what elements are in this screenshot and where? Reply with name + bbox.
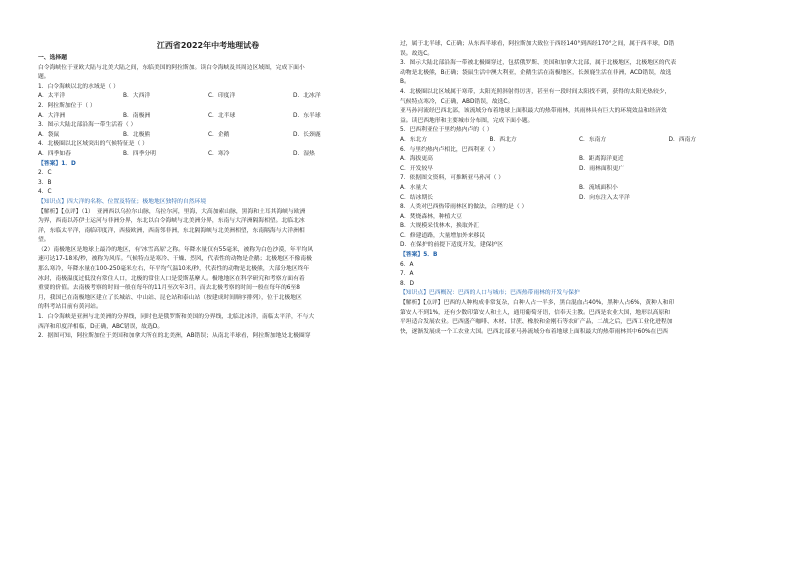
answer-item: 2．C	[38, 170, 52, 177]
analysis-text: 西洋和印度洋相临，D正确，ABC错误，故选D。	[38, 323, 164, 330]
answer-label: 【答案】5．B	[400, 252, 438, 259]
option: B．距离海洋更近	[579, 156, 624, 163]
option: A．东北方	[400, 136, 428, 143]
analysis-text: 2．据图可知，阿拉斯加位于美国和加拿大所在的北美洲，AB错误；从南北半球看，阿拉斯加地处北极圈穿	[38, 333, 311, 340]
option: D．雨林面积更广	[579, 165, 625, 172]
option: A．焚烧森林，种植大豆	[400, 213, 462, 220]
section-heading: 一、选择题	[38, 55, 67, 61]
answer-label: 【答案】1．D	[38, 160, 76, 167]
option: A．太平洋	[38, 93, 66, 100]
option: D．北冰洋	[293, 93, 321, 100]
analysis-text: 的科考站目前有黄河站。	[38, 304, 102, 311]
analysis-text: 误。故选C。	[400, 50, 434, 57]
question-7: 7．依据图文资料，可推断亚马孙河（ ）	[400, 175, 505, 182]
option: D．长颈鹿	[293, 131, 321, 138]
option: D．向东注入太平洋	[579, 194, 630, 201]
intro-text: 亚马孙河流经巴西北部，该流域分布着地球上面积最大的热带雨林，其雨林具有巨大的环境效益和经济效	[400, 108, 667, 115]
answer-item: 8．D	[400, 280, 414, 287]
option: B．大规模采伐林木，换取外汇	[400, 223, 480, 230]
option: C．北半球	[208, 112, 236, 119]
analysis-text: 动物是北极熊，B正确；袋鼠生活中澳大利亚，企鹅生活在南极地区，长颈鹿生活在非洲，ACD错误，故选	[400, 69, 672, 76]
analysis-text: 冰封，南极温度过低没有常住人口，北极的常住人口是爱斯基摩人。极地地区在科学研究和考察方面有着	[38, 275, 305, 282]
answer-item: 3．B	[38, 179, 52, 186]
question-5: 5．巴西利亚位于里约热内卢的（ ）	[400, 127, 493, 134]
analysis-text: 速可达17-18米/秒，被称为风库。气候特点是寒冷、干燥、烈风，代表性的动物是企鹅；北极地区不像南极	[38, 256, 312, 263]
analysis-text: 平坦适合发展农业。巴西盛产咖啡、木材、甘蔗、橡胶和金刚石等农矿产品，二战之后，巴西工业化进程加	[400, 319, 673, 326]
intro-text: 白令海峡位于亚欧大陆与北美大陆之间，东临美国的阿拉斯加。读白令海峡及其周边区域图，完成下面小	[38, 64, 305, 71]
analysis-text: 3．图示大陆北部沿海一带被北极圈穿过，包括俄罗斯、美国和加拿大北部，属于北极地区，北极地区的代表	[400, 60, 677, 67]
answer-item: 6．A	[400, 261, 414, 268]
analysis-text: B。	[400, 79, 410, 86]
option: B．北极熊	[123, 131, 151, 138]
analysis-text: 重要的价值。去南极考察的时间一般在每年的11月至次年3月，而去北极考察的时间一般在每年的6至8	[38, 285, 300, 292]
option: C．修建道路，大量增加外来移民	[400, 232, 486, 239]
option: C．结冰期长	[400, 194, 434, 201]
option: D．东半球	[293, 112, 321, 119]
option: B．西北方	[489, 136, 517, 143]
question-6-options	[400, 165, 758, 175]
option: C．寒冷	[208, 150, 230, 157]
option: D．在保护的前提下适度开发，建保护区	[400, 242, 504, 249]
option: C．企鹅	[208, 131, 230, 138]
answer-item: 7．A	[400, 271, 414, 278]
left-column	[38, 40, 378, 342]
analysis-text: 气候特点寒冷，C正确，ABD错误，故选C。	[400, 98, 514, 105]
option: A．大洋洲	[38, 112, 66, 119]
option: A．袋鼠	[38, 131, 60, 138]
option: C．开发较早	[400, 165, 434, 172]
option: B．南极洲	[123, 112, 151, 119]
analysis-text: 快，逐渐发展成一个工农业大国。巴西北部亚马孙流域分布着地球上面积最大的热带雨林其中60%在巴西	[400, 328, 668, 335]
question-1: 1．白令海峡以北的水域是（ ）	[38, 83, 119, 90]
option: B．流域面积小	[579, 184, 618, 191]
analysis-text: 为界，西南以苏伊士运河与非洲分界，东北以白令海峡与北美洲分界，东南与大洋洲隔海相望。北临北冰	[38, 218, 305, 225]
question-7-options	[400, 184, 758, 194]
option: A．四季如春	[38, 150, 71, 157]
option: C．印度洋	[208, 93, 236, 100]
option: A．海拔更高	[400, 156, 433, 163]
knowledge-point: 【知识点】巴西概况：巴西的人口与城市；巴西热带雨林的开发与保护	[400, 290, 580, 297]
option: B．大西洋	[123, 93, 151, 100]
page-title: 江西省2022年中考地理试卷	[156, 41, 260, 50]
option: B．四季分明	[123, 150, 156, 157]
analysis-text: 那么寒冷，年降水量在100-250毫米左右，年平均气温10米/秒，代表性的动物是北极熊，大部分地区终年	[38, 266, 310, 273]
option: A．水量大	[400, 184, 428, 191]
analysis-text: 1．白令海峡是亚洲与北美洲的分界线，同时也是俄罗斯和美国的分界线，北临北冰洋，南临太平洋，不与大	[38, 314, 315, 321]
analysis-text: （2）南极地区是地球上最冷的地区，有'冰雪高原'之称。年降水量仅有55毫米，被称为白色沙漠，年平均风	[38, 246, 314, 253]
question-6: 6．与里约热内卢相比，巴西利亚（ ）	[400, 146, 499, 153]
analysis-text: 望。	[38, 237, 50, 244]
question-4: 4．北极圈以北区域突出的气候特征是（ ）	[38, 141, 148, 148]
question-6-options	[400, 155, 758, 165]
analysis-text: 过，属于北半球，C正确；从东西半球看，阿拉斯加大致位于西经140°到西经170°之间，属于西半球，D错	[400, 41, 675, 47]
option: C．东南方	[579, 136, 607, 143]
analysis-text: 第安人不到1%，还有少数印第安人和土人，通用葡萄牙语，信奉天主教。巴西是农业大国，地形以高原和	[400, 309, 671, 316]
analysis-text: 【解析】【点评】巴西的人种构成非常复杂，白种人占一半多，黑白混血占40%，黑种人占6%，黄种人和印	[400, 300, 675, 307]
analysis-text: 洋，东临太平洋，南临印度洋，西接欧洲，西南邻非洲，东北隔海峡与北美洲相望，东南隔海与大洋洲相	[38, 227, 305, 234]
question-4-options	[38, 150, 378, 160]
intro-text: 题。	[38, 74, 50, 81]
question-8: 8．人类对巴西热带雨林区的做法，合理的是（ ）	[400, 204, 528, 211]
intro-text: 益。读巴西地形和主要城市分布图，完成下面小题。	[400, 117, 534, 124]
question-5-options	[400, 136, 758, 146]
option: D．西南方	[668, 136, 697, 143]
question-1-options	[38, 92, 378, 102]
analysis-text: 【解析】【点评】（1） 亚洲西以乌拉尔山脉，乌拉尔河，里海，大高加索山脉，黑海和土耳其海峡与欧洲	[38, 208, 306, 215]
analysis-text: 月，我国已在南极地区建立了长城站、中山站、昆仑站和泰山站（按建成时间顺序排列），位于北极地区	[38, 294, 302, 301]
question-2: 2．阿拉斯加位于（ ）	[38, 102, 96, 109]
answer-item: 4．C	[38, 189, 52, 196]
right-column	[400, 40, 758, 337]
question-2-options	[38, 112, 378, 122]
question-7-options	[400, 194, 758, 204]
question-3-options	[38, 131, 378, 141]
option: D．湿热	[293, 150, 315, 157]
question-3: 3．图示大陆北部沿海一带生活着（ ）	[38, 122, 137, 129]
knowledge-point: 【知识点】四大洋的名称、位置及特征；极地地区独特的自然环境	[38, 198, 207, 205]
analysis-text: 4．北极圈以北区域属于寒带，太阳光照斜射得厉害，甚至有一段时间太阳找不到，获得的太阳光热较少，	[400, 88, 671, 95]
